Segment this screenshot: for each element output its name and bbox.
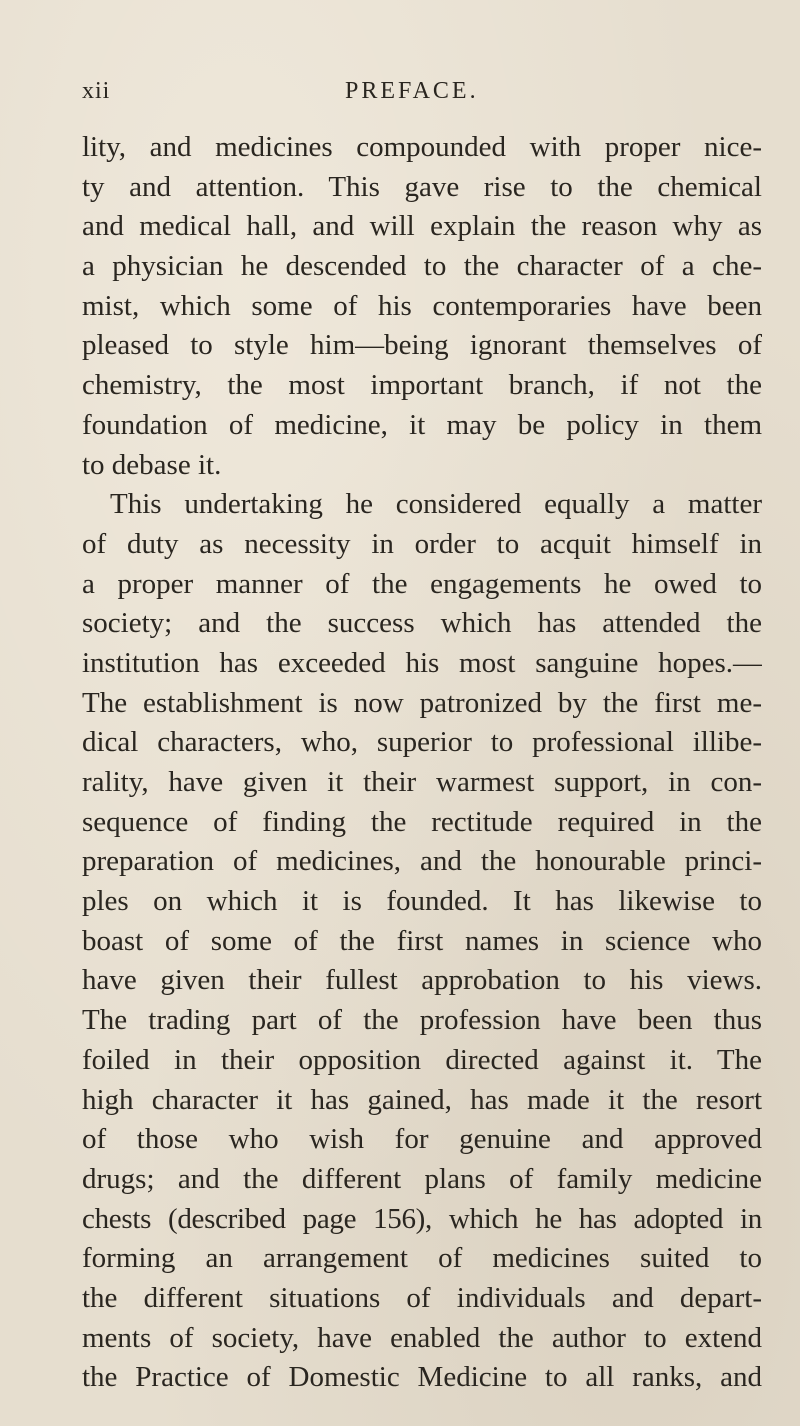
paragraph-first-line: This undertaking he considered equally a matter bbox=[110, 488, 762, 521]
body-text bbox=[82, 128, 762, 1398]
text-line: foiled in their opposition directed against it. The bbox=[82, 1043, 762, 1076]
page-header bbox=[82, 78, 740, 112]
text-line: a physician he descended to the character of a che- bbox=[82, 250, 762, 283]
text-line: chemistry, the most important branch, if not the bbox=[82, 369, 762, 402]
text-line: of duty as necessity in order to acquit himself in bbox=[82, 527, 762, 560]
text-line: forming an arrangement of medicines suited to bbox=[82, 1242, 762, 1275]
text-line: the different situations of individuals and depart- bbox=[82, 1281, 762, 1314]
text-line: of those who wish for genuine and approved bbox=[82, 1123, 762, 1156]
text-line: ples on which it is founded. It has likewise to bbox=[82, 885, 762, 918]
text-line: ments of society, have enabled the author to extend bbox=[82, 1321, 762, 1354]
text-line: dical characters, who, superior to professional illibe- bbox=[82, 726, 762, 759]
page-number: xii bbox=[82, 78, 111, 104]
text-line: sequence of finding the rectitude required in the bbox=[82, 805, 762, 838]
text-line: the Practice of Domestic Medicine to all ranks, and bbox=[82, 1361, 762, 1394]
text-line: pleased to style him—being ignorant themselves of bbox=[82, 329, 762, 362]
text-line: and medical hall, and will explain the reason why as bbox=[82, 210, 762, 243]
text-line: chests (described page 156), which he has adopted in bbox=[82, 1202, 762, 1235]
text-line: have given their fullest approbation to his views. bbox=[82, 964, 762, 997]
text-line: The trading part of the profession have been thus bbox=[82, 1004, 762, 1037]
text-line: to debase it. bbox=[82, 448, 222, 481]
running-title: PREFACE. bbox=[345, 78, 479, 104]
text-line: lity, and medicines compounded with proper nice- bbox=[82, 131, 762, 163]
text-line: a proper manner of the engagements he owed to bbox=[82, 567, 762, 600]
text-line: foundation of medicine, it may be policy in them bbox=[82, 408, 762, 441]
text-line: high character it has gained, has made it the resort bbox=[82, 1083, 762, 1116]
text-line: The establishment is now patronized by the first me- bbox=[82, 686, 762, 719]
text-line: rality, have given it their warmest support, in con- bbox=[82, 766, 762, 798]
text-line: institution has exceeded his most sanguine hopes.— bbox=[82, 646, 762, 679]
text-line: mist, which some of his contemporaries have been bbox=[82, 289, 762, 322]
text-line: ty and attention. This gave rise to the chemical bbox=[82, 170, 762, 203]
text-line: preparation of medicines, and the honourable princi- bbox=[82, 845, 762, 878]
text-line: society; and the success which has attended the bbox=[82, 607, 762, 640]
text-line: drugs; and the different plans of family medicine bbox=[82, 1162, 762, 1195]
text-line: boast of some of the first names in science who bbox=[82, 924, 762, 957]
